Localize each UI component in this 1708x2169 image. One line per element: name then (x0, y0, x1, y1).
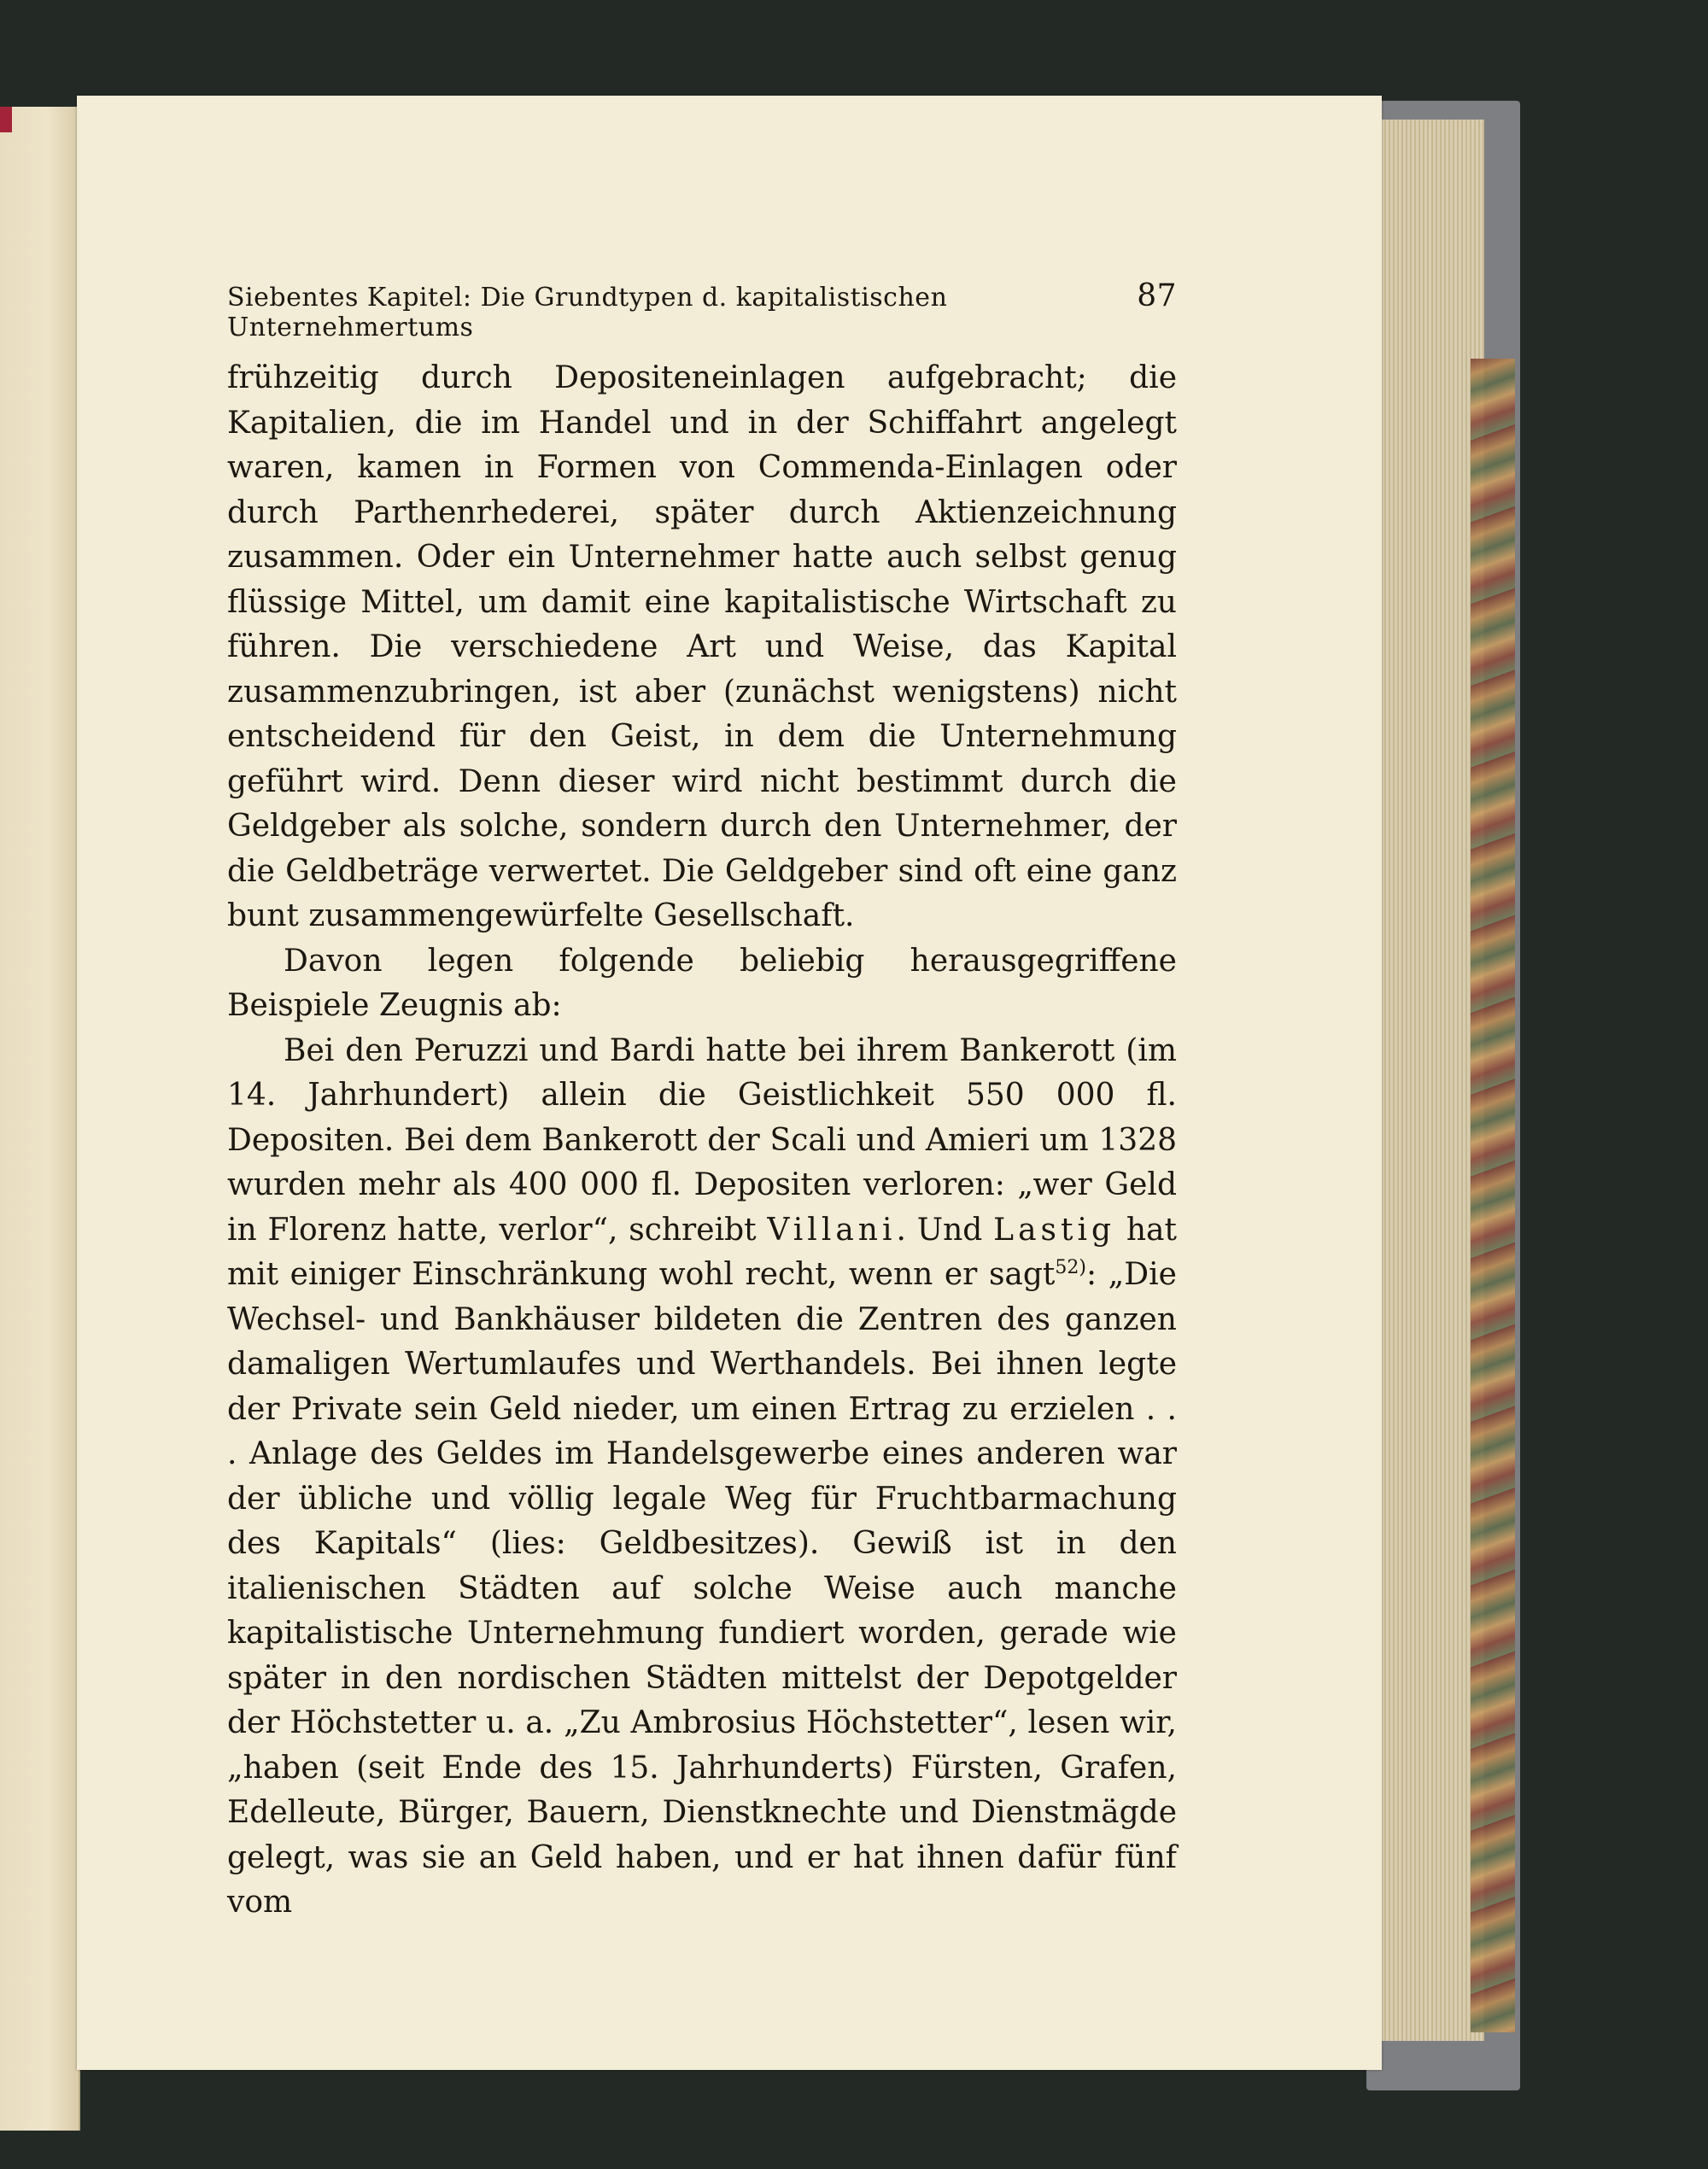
paragraph: Davon legen folgende beliebig herausgegriffene Beispiele Zeugnis ab: (227, 943, 1177, 1023)
paragraph-text: . Und (896, 1212, 983, 1248)
paragraph (227, 1029, 1177, 1926)
paragraph-text: hat mit einiger Einschränkung wohl recht, wenn er sagt (227, 1212, 1177, 1292)
book-page (77, 96, 1382, 2070)
left-facing-page (0, 107, 80, 2131)
paragraph-text: : „Die Wechsel- und Bankhäuser bildeten die Zentren des ganzen damaligen Wertumlaufes und Werthandels. Bei ihnen legte der Private sein Geld nieder, um einen Ertrag zu erzielen . . . Anlage des Geldes im Handelsgewerbe eines anderen war der übliche und völlig legale Weg für Fruchtbarmachung des Kapitals“ (lies: Geldbesitzes). Gewiß ist in den italienischen Städten auf solche Weise auch manche kapitalistische Unternehmung fundiert worden, gerade wie später in den nordischen Städten mittelst der Depotgelder der Höchstetter u. a. „Zu Ambrosius Höchstetter“, lesen wir, „haben (seit Ende des 15. Jahrhunderts) Fürsten, Grafen, Edelleute, Bürger, Bauern, Dienstknechte und Dienstmägde gelegt, was sie an Geld haben, und er hat ihnen dafür fünf vom (227, 1257, 1177, 1920)
running-title: Siebentes Kapitel: Die Grundtypen d. kapitalistischen Unternehmertums (227, 283, 948, 342)
author-name-villani: Villani (767, 1212, 897, 1248)
page-edges (1382, 120, 1484, 2041)
author-name-lastig: Lastig (993, 1212, 1116, 1248)
paragraph-text: Bei den Peruzzi und Bardi hatte bei ihrem Bankerott (im 14. Jahrhundert) allein die Geistlichkeit 550 000 fl. Depositen. Bei dem Bankerott der Scali und Amieri um 1328 wurden mehr als 400 000 fl. Depositen verloren: „wer Geld in Florenz hatte, verlor“, schreibt (227, 1032, 1177, 1248)
running-header (227, 278, 1177, 342)
body-text (227, 356, 1177, 1926)
page-number: 87 (1137, 278, 1177, 313)
left-page-red-edge (0, 107, 12, 132)
paragraph: frühzeitig durch Depositeneinlagen aufgebracht; die Kapitalien, die im Handel und in der Schiffahrt angelegt waren, kamen in Formen von Commenda-Einlagen oder durch Parthenrhederei, später durch Aktienzeichnung zusammen. Oder ein Unternehmer hatte auch selbst genug flüssige Mittel, um damit eine kapitalistische Wirtschaft zu führen. Die verschiedene Art und Weise, das Kapital zusammenzubringen, ist aber (zunächst wenigstens) nicht entscheidend für den Geist, in dem die Unternehmung geführt wird. Denn dieser wird nicht bestimmt durch die Geldgeber als solche, sondern durch den Unternehmer, der die Geldbeträge verwertet. Die Geldgeber sind oft eine ganz bunt zusammengewürfelte Gesellschaft. (227, 360, 1177, 933)
marbled-endpaper (1471, 359, 1515, 2032)
footnote-reference: 52) (1055, 1257, 1086, 1278)
page-content (227, 278, 1177, 1926)
